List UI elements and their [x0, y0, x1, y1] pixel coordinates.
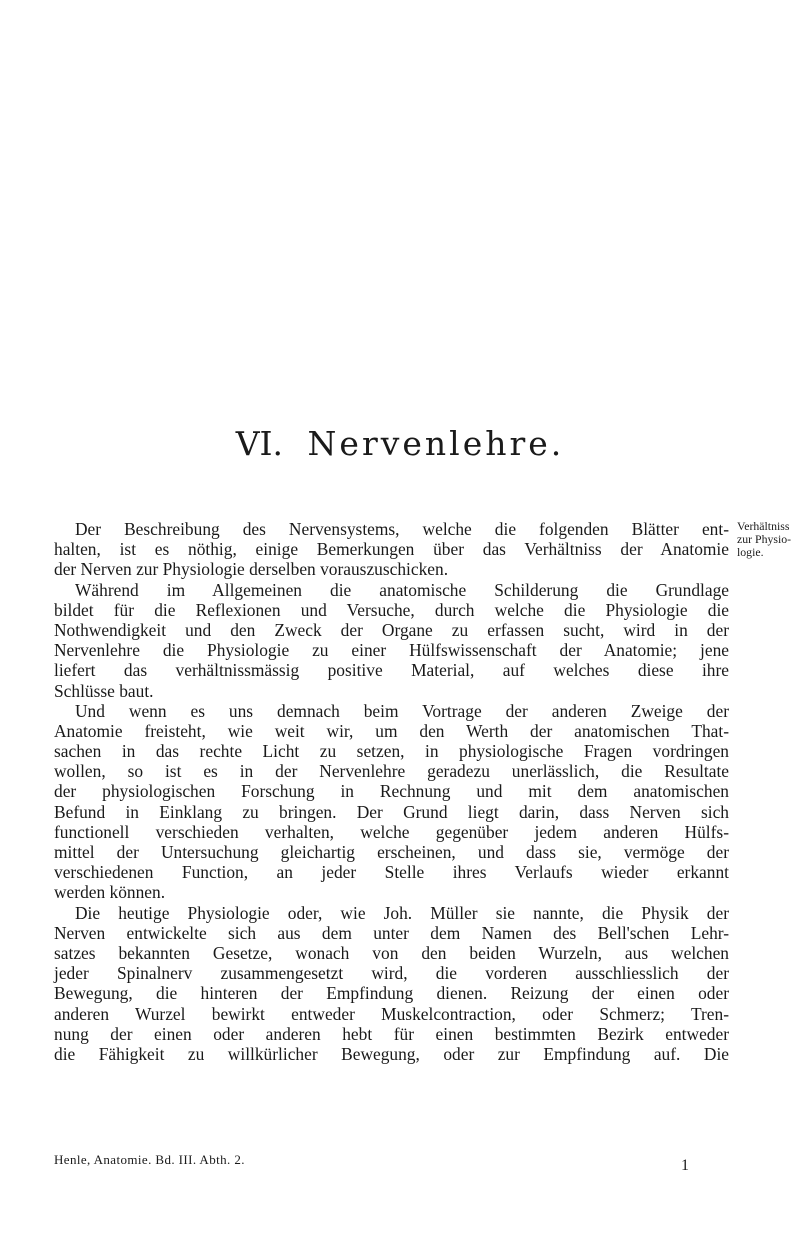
margin-note-line: Verhältniss	[737, 519, 790, 533]
margin-note	[737, 520, 799, 558]
paragraph	[54, 519, 729, 580]
text-line: der physiologischen Forschung in Rechnung und mit dem anatomischen	[54, 781, 729, 802]
signature-mark: 1	[681, 1157, 689, 1174]
text-line: Der Beschreibung des Nervensystems, welche die folgenden Blätter ent-	[75, 519, 729, 539]
text-line: halten, ist es nöthig, einige Bemerkungen über das Verhältniss der Anatomie	[54, 539, 729, 560]
text-line: Und wenn es uns demnach beim Vortrage der anderen Zweige der	[75, 700, 729, 721]
text-line: Bewegung, die hinteren der Empfindung dienen. Reizung der einen oder	[54, 983, 729, 1004]
text-line: Schlüsse baut.	[54, 680, 154, 701]
chapter-number: VI.	[235, 424, 284, 463]
text-line: Anatomie freisteht, wie weit wir, um den Werth der anatomischen That-	[54, 720, 729, 741]
chapter-title: Nervenlehre.	[307, 424, 565, 463]
text-line: functionell verschieden verhalten, welche gegenüber jedem anderen Hülfs-	[54, 821, 729, 842]
text-line: jeder Spinalnerv zusammengesetzt wird, die vorderen ausschliesslich der	[54, 963, 729, 984]
paragraph	[54, 701, 729, 903]
text-line: nung der einen oder anderen hebt für einen bestimmten Bezirk entweder	[54, 1023, 729, 1044]
text-line: wollen, so ist es in der Nervenlehre geradezu unerlässlich, die Resultate	[54, 761, 729, 782]
text-line: mittel der Untersuchung gleichartig erscheinen, und dass sie, vermöge der	[54, 842, 729, 862]
text-line: satzes bekannten Gesetze, wonach von den beiden Wurzeln, aus welchen	[54, 942, 729, 963]
text-line: anderen Wurzel bewirkt entweder Muskelcontraction, oder Schmerz; Tren-	[54, 1003, 729, 1024]
text-line: Nerven entwickelte sich aus dem unter dem Namen des Bell'schen Lehr-	[54, 922, 729, 943]
paragraph	[54, 903, 729, 1065]
text-line: Nervenlehre die Physiologie zu einer Hülfswissenschaft der Anatomie; jene	[54, 640, 729, 661]
footer-reference: Henle, Anatomie. Bd. III. Abth. 2.	[54, 1152, 245, 1167]
text-line: Nothwendigkeit und den Zweck der Organe zu erfassen sucht, wird in der	[54, 619, 729, 640]
text-line: bildet für die Reflexionen und Versuche, durch welche die Physiologie die	[54, 599, 729, 620]
text-line: sachen in das rechte Licht zu setzen, in physiologische Fragen vordringen	[54, 741, 729, 762]
text-line: die Fähigkeit zu willkürlicher Bewegung, oder zur Empfindung auf. Die	[54, 1043, 729, 1064]
text-line: verschiedenen Function, an jeder Stelle ihres Verlaufs wieder erkannt	[54, 862, 729, 883]
body-text	[54, 519, 729, 1064]
text-line: liefert das verhältnissmässig positive Material, auf welches diese ihre	[54, 660, 729, 681]
text-line: Befund in Einklang zu bringen. Der Grund liegt darin, dass Nerven sich	[54, 801, 729, 822]
text-line: werden können.	[54, 882, 166, 903]
page-footer	[54, 1151, 729, 1173]
text-line: Die heutige Physiologie oder, wie Joh. Müller sie nannte, die Physik der	[75, 902, 729, 923]
text-line: Während im Allgemeinen die anatomische Schilderung die Grundlage	[75, 579, 729, 600]
paragraph	[54, 580, 729, 701]
chapter-heading	[0, 424, 800, 464]
text-line: der Nerven zur Physiologie derselben vorauszuschicken.	[54, 559, 449, 580]
margin-note-line: logie.	[737, 544, 764, 559]
margin-note-line: zur Physio-	[737, 531, 792, 546]
